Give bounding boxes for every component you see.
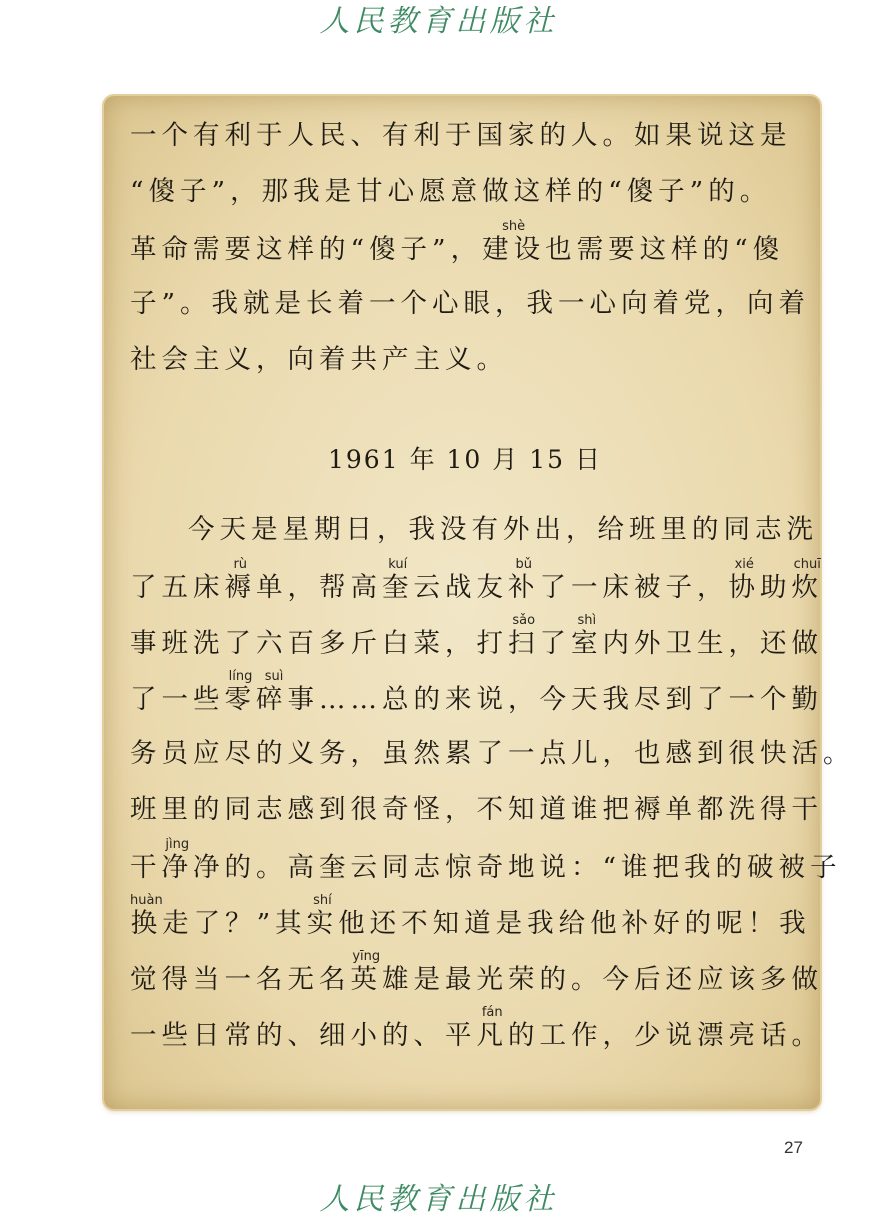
text-content <box>130 108 855 1062</box>
pinyin-annotated-word: 室shì <box>571 613 603 659</box>
text-line <box>130 557 823 614</box>
text-run: 了 <box>539 628 571 659</box>
text-line <box>130 782 823 838</box>
text-run: 革命需要这样的“傻子”， <box>130 234 483 265</box>
pinyin: jìng <box>161 837 193 852</box>
text-line <box>130 893 811 950</box>
text-line <box>130 276 811 332</box>
text-run: 务员应尽的义务，虽然累了一点儿，也感到很快活。 <box>130 738 855 769</box>
text-run: 的工作，少说漂亮话。 <box>508 1020 823 1051</box>
text-line <box>130 949 823 1006</box>
pinyin-annotated-word: 零碎líng suì <box>224 669 288 715</box>
pinyin-annotated-word: 协xié <box>728 557 760 603</box>
text-line <box>130 726 855 782</box>
pinyin-annotated-word: 扫sǎo <box>508 613 540 659</box>
pinyin-annotated-word: 建设shè <box>482 219 546 265</box>
text-run: 了五床 <box>130 572 225 603</box>
pinyin-annotated-word: 换huàn <box>130 893 163 939</box>
diary-date: 1961 年 10 月 15 日 <box>328 445 602 474</box>
text-run: “傻子”，那我是甘心愿意做这样的“傻子”的。 <box>130 176 772 207</box>
pinyin: shè <box>482 219 546 234</box>
text-run: 也需要这样的“傻 <box>545 234 785 265</box>
text-run: 一些日常的、细小的、 <box>130 1020 445 1051</box>
text-run: 觉得当一名无名 <box>130 964 351 995</box>
text-run: 班里的同志感到很奇怪，不知道谁把褥单都洗得干 <box>130 794 823 825</box>
pinyin-annotated-word: 炊chuī <box>791 557 823 603</box>
pinyin-annotated-word: 奎kuí <box>382 557 414 603</box>
page-number: 27 <box>784 1138 803 1157</box>
text-line <box>130 669 823 726</box>
text-run: 净的。高奎云同志惊奇地说：“谁把我的破被子 <box>193 852 842 883</box>
pinyin-annotated-word: 实shí <box>306 893 339 939</box>
pinyin: xié <box>728 557 760 572</box>
pinyin: bǔ <box>508 557 540 572</box>
text-run: 了一些 <box>130 684 225 715</box>
pinyin: fán <box>476 1005 508 1020</box>
pinyin: yīng <box>350 949 382 964</box>
pinyin: líng suì <box>224 669 288 684</box>
text-run: 云战友 <box>413 572 508 603</box>
text-line <box>130 837 842 894</box>
text-line <box>130 164 800 220</box>
text-run: 事……总的来说，今天我尽到了一个勤 <box>287 684 823 715</box>
pinyin: shí <box>306 893 339 908</box>
text-line <box>130 108 800 164</box>
text-run: 子”。我就是长着一个心眼，我一心向着党，向着 <box>130 288 811 319</box>
paragraph-2 <box>130 502 855 1062</box>
pinyin-annotated-word: 褥rù <box>224 557 256 603</box>
text-run: 事班洗了六百多斤白菜，打 <box>130 628 508 659</box>
text-line <box>130 332 800 388</box>
publisher-logo-top: 人民教育出版社 <box>319 4 558 39</box>
text-run: 他还不知道是我给他补好的呢！我 <box>338 908 811 939</box>
text-run: 今天是星期日，我没有外出，给班里的同志洗 <box>188 514 818 545</box>
pinyin: chuī <box>791 557 823 572</box>
text-run: 内外卫生，还做 <box>602 628 823 659</box>
text-line <box>130 613 823 670</box>
pinyin-annotated-word: 英yīng <box>350 949 382 995</box>
text-run: 雄是最光荣的。今后还应该多做 <box>382 964 823 995</box>
pinyin-annotated-word: 补bǔ <box>508 557 540 603</box>
pinyin: sǎo <box>508 613 540 628</box>
pinyin-annotated-word: 凡fán <box>476 1005 508 1051</box>
pinyin: huàn <box>130 893 163 908</box>
pinyin: shì <box>571 613 603 628</box>
text-run: 了一床被子， <box>539 572 729 603</box>
pinyin-annotated-word: 净jìng <box>161 837 193 883</box>
publisher-logo-bottom: 人民教育出版社 <box>319 1182 558 1217</box>
paragraph-1 <box>130 108 811 388</box>
pinyin: kuí <box>382 557 414 572</box>
text-run: 单，帮高 <box>256 572 382 603</box>
text-run: 走了？”其 <box>162 908 307 939</box>
text-line: 一些日常的、细小的、平凡fán的工作，少说漂亮话。 <box>130 1005 823 1051</box>
text-run: 社会主义，向着共产主义。 <box>130 344 508 375</box>
text-run: 一个有利于人民、有利于国家的人。如果说这是 <box>130 120 792 151</box>
pinyin: rù <box>224 557 256 572</box>
text-run: 干 <box>130 852 162 883</box>
text-line <box>130 220 800 276</box>
text-line <box>130 502 818 558</box>
text-run: 助 <box>760 572 792 603</box>
